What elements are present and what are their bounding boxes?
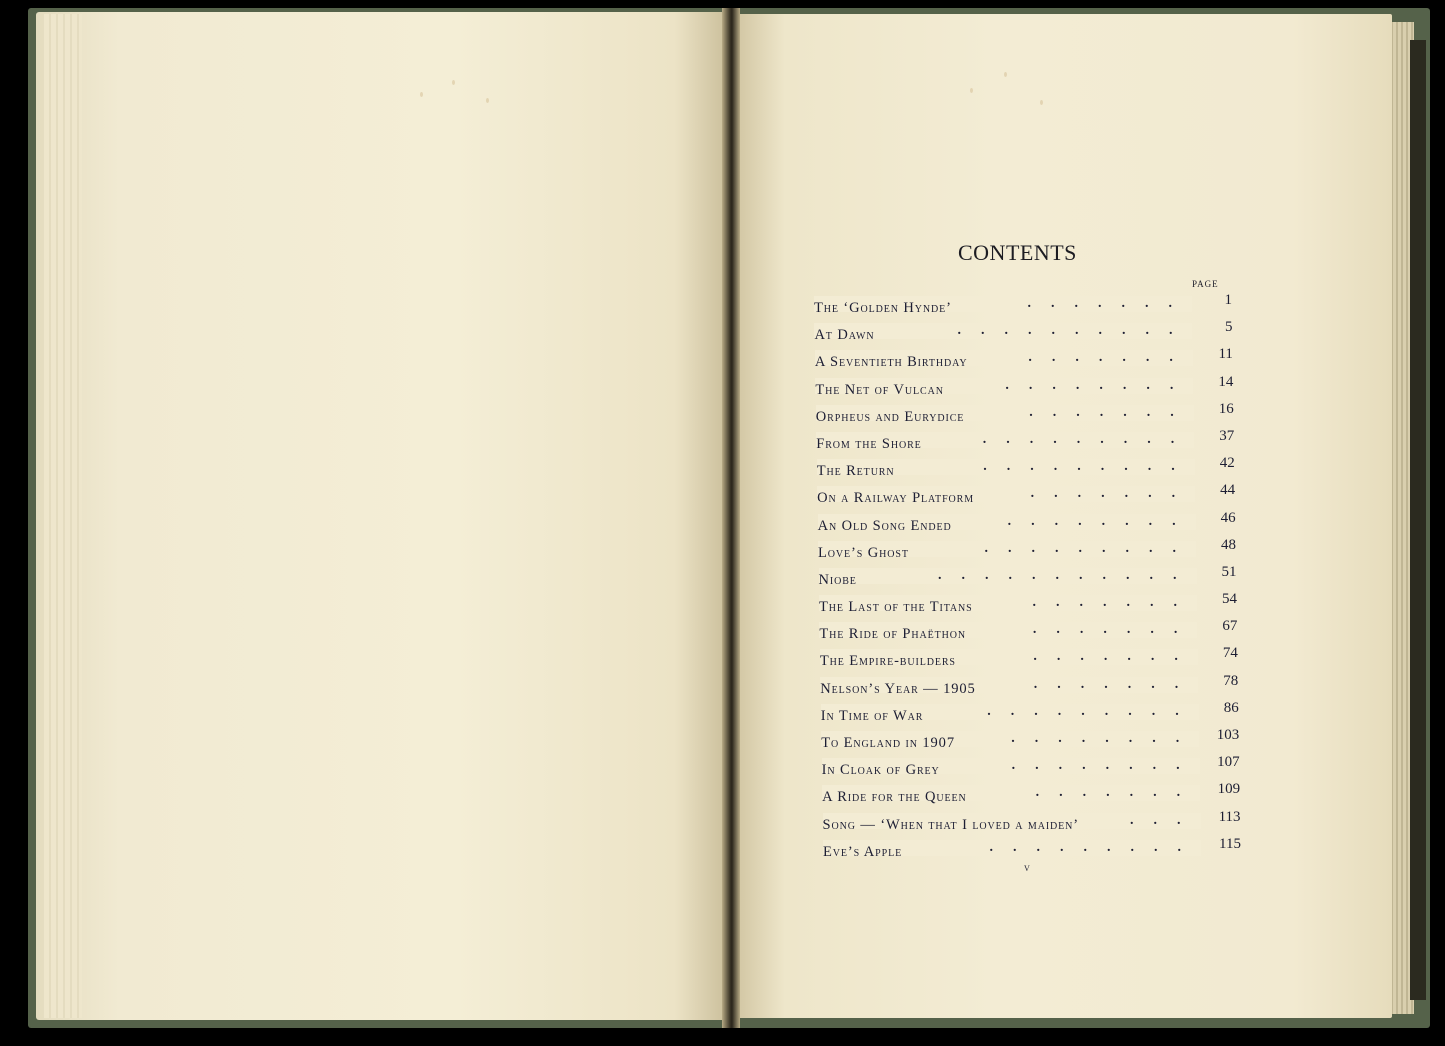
toc-entry-page: 74	[1222, 645, 1238, 662]
toc-entry	[815, 373, 1235, 405]
toc-leader-dots: .......	[820, 677, 1198, 693]
toc-leader-dots: .......	[816, 405, 1194, 421]
toc-entry-page: 113	[1218, 808, 1241, 825]
toc-entry	[821, 754, 1242, 785]
toc-entry-page: 11	[1218, 346, 1233, 363]
toc-entry-title: A Seventieth Birthday	[814, 354, 968, 371]
toc-leader-dots: .......	[820, 649, 1198, 665]
toc-leader-dots: ........	[815, 378, 1193, 394]
toc-entry	[818, 536, 1238, 568]
page-column-label: PAGE	[1192, 279, 1219, 289]
toc-entry	[822, 808, 1243, 840]
toc-leader-dots: ........	[822, 758, 1200, 774]
toc-entry	[820, 672, 1240, 704]
toc-entry-title: Love’s Ghost	[818, 544, 909, 561]
toc-entry	[817, 482, 1237, 513]
toc-entry	[818, 563, 1239, 595]
toc-entry-page: 48	[1221, 536, 1237, 553]
toc-entry-page: 115	[1219, 835, 1241, 852]
toc-leader-dots: .........	[817, 459, 1195, 475]
toc-leader-dots: .......	[822, 785, 1200, 801]
toc-entry-title: Niobe	[818, 571, 857, 588]
toc-entry	[814, 292, 1234, 323]
toc-entry-title: At Dawn	[814, 327, 875, 344]
toc-entry	[822, 781, 1242, 812]
toc-entry	[816, 427, 1236, 459]
toc-entry-title: Orpheus and Eurydice	[815, 408, 965, 425]
toc-entry-title: The Last of the Titans	[818, 599, 973, 616]
toc-entry-page: 46	[1220, 509, 1236, 526]
page-folio: v	[1024, 862, 1030, 874]
toc-leader-dots: .......	[819, 595, 1197, 611]
toc-entry	[819, 618, 1239, 649]
left-blank-page	[36, 12, 730, 1020]
toc-leader-dots: .......	[814, 296, 1192, 312]
toc-entry	[821, 727, 1241, 758]
toc-entry-page: 1	[1224, 292, 1232, 308]
toc-entry-page: 103	[1216, 727, 1240, 743]
toc-entry-page: 78	[1223, 672, 1239, 689]
toc-leader-dots: ...........	[819, 568, 1197, 584]
toc-entry	[819, 645, 1240, 676]
toc-entry-title: In Time of War	[820, 707, 924, 724]
book-spine	[1410, 40, 1426, 1000]
toc-entry-page: 51	[1221, 563, 1237, 580]
toc-entry-title: Nelson’s Year — 1905	[820, 680, 976, 697]
contents-heading: CONTENTS	[958, 240, 1077, 265]
toc-leader-dots: .......	[819, 622, 1197, 638]
toc-entry-page: 37	[1219, 427, 1235, 444]
toc-entry-page: 14	[1218, 373, 1234, 390]
toc-leader-dots: .......	[817, 486, 1195, 502]
toc-entry-title: The Net of Vulcan	[815, 381, 944, 398]
table-of-contents	[814, 292, 1241, 867]
book-gutter	[722, 8, 740, 1028]
toc-leader-dots: ........	[818, 514, 1196, 530]
toc-leader-dots: .........	[816, 432, 1194, 448]
toc-entry-page: 44	[1220, 482, 1236, 499]
toc-entry-title: The ‘Golden Hynde’	[814, 300, 952, 316]
toc-entry-title: Eve’s Apple	[823, 843, 903, 860]
toc-entry-title: The Empire-builders	[819, 653, 956, 670]
toc-entry-page: 42	[1219, 455, 1235, 472]
toc-entry	[817, 509, 1238, 541]
left-page-edges	[44, 14, 82, 1018]
toc-entry-title: To England in 1907	[821, 735, 955, 751]
toc-entry-page: 54	[1221, 591, 1237, 608]
toc-entry	[823, 835, 1243, 867]
toc-entry	[820, 699, 1241, 731]
toc-leader-dots: .........	[823, 840, 1201, 856]
toc-leader-dots: ........	[821, 731, 1199, 747]
toc-leader-dots: .......	[815, 350, 1193, 366]
toc-entry-page: 67	[1222, 618, 1238, 635]
toc-leader-dots: .........	[821, 704, 1199, 720]
toc-entry-page: 86	[1223, 699, 1239, 716]
toc-entry-title: A Ride for the Queen	[822, 789, 967, 806]
toc-entry-title: The Ride of Phaëthon	[819, 626, 966, 643]
toc-entry	[814, 319, 1234, 350]
toc-entry-page: 109	[1217, 781, 1241, 798]
toc-entry	[814, 346, 1235, 377]
toc-entry-page: 16	[1218, 400, 1234, 417]
toc-leader-dots: .........	[818, 541, 1196, 557]
toc-entry-title: The Return	[816, 463, 895, 480]
toc-entry-page: 5	[1224, 319, 1233, 336]
toc-entry-title: From the Shore	[816, 435, 922, 452]
toc-entry-title: An Old Song Ended	[817, 517, 952, 534]
toc-leader-dots: ..........	[814, 323, 1192, 339]
toc-entry-title: In Cloak of Grey	[821, 762, 940, 779]
toc-entry	[816, 455, 1237, 486]
toc-entry	[815, 400, 1236, 432]
toc-entry-title: On a Railway Platform	[817, 490, 975, 507]
toc-entry	[818, 591, 1239, 622]
toc-entry-title: Song — ‘When that I loved a maiden’	[822, 816, 1080, 833]
toc-entry-page: 107	[1217, 754, 1240, 771]
toc-leader-dots: ...	[823, 813, 1201, 829]
